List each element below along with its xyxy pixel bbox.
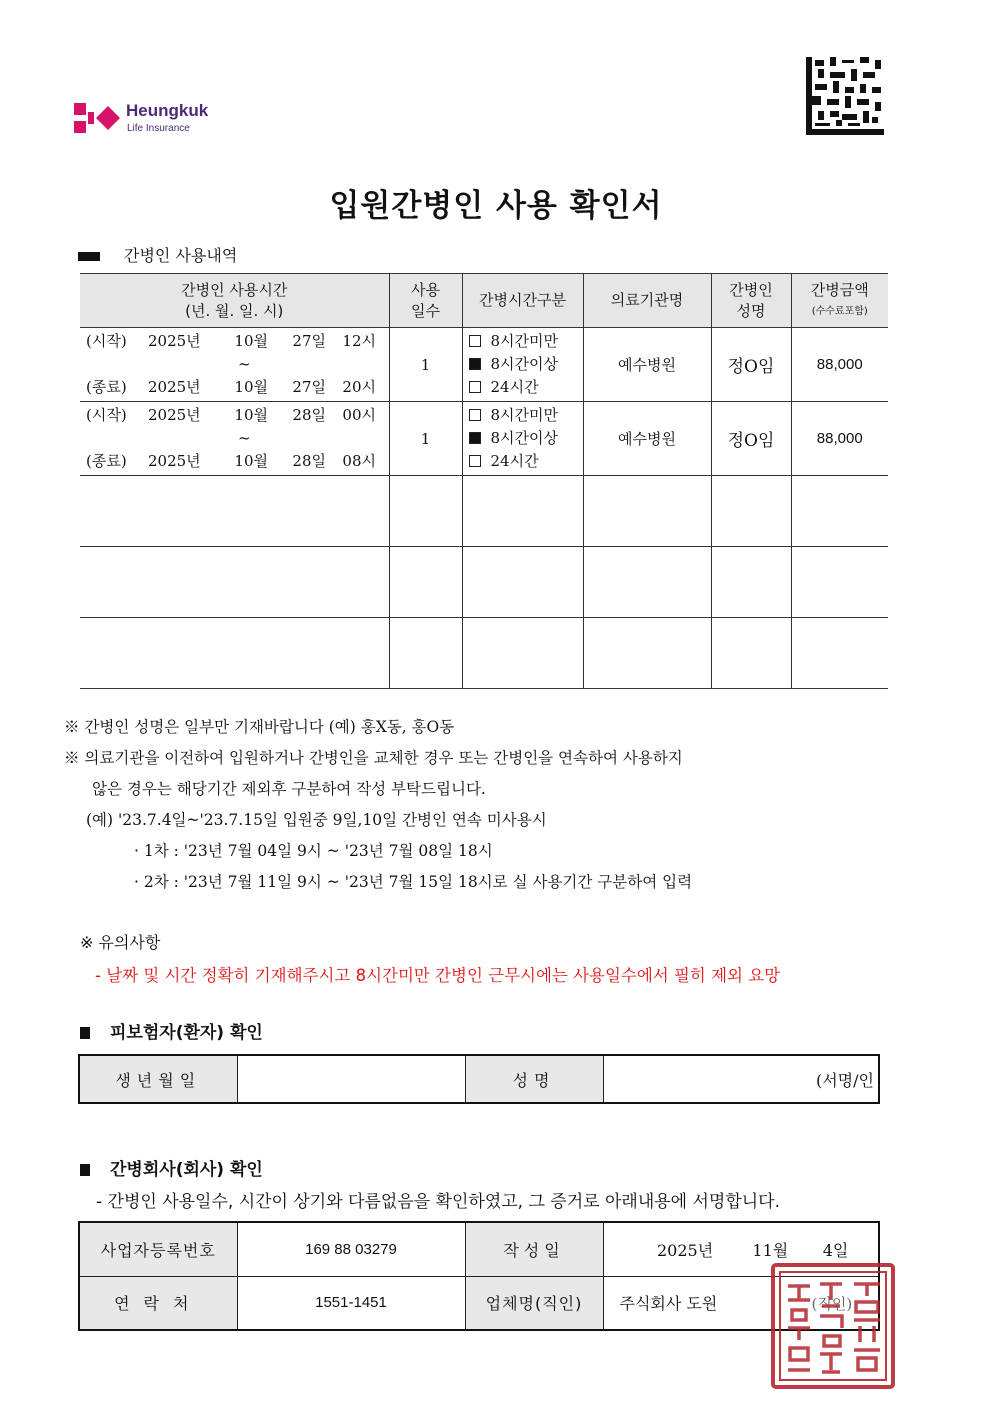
- time-type-option: 8시간미만: [469, 330, 583, 353]
- page-title: 입원간병인 사용 확인서: [329, 188, 663, 224]
- insured-confirm-table: [78, 1054, 880, 1104]
- hospital-cell: 예수병원: [583, 402, 711, 476]
- table-row-empty: [80, 476, 888, 547]
- checkbox-icon: [469, 409, 481, 421]
- seal-note: (직인): [811, 1294, 853, 1313]
- empty-cell[interactable]: [462, 547, 583, 618]
- usage-days-cell: 1: [389, 402, 462, 476]
- sign-note: (서명/인: [815, 1070, 874, 1090]
- table-row: [80, 402, 888, 476]
- insured-name-label: 성명: [465, 1055, 603, 1103]
- empty-cell[interactable]: [462, 476, 583, 547]
- date-year: 2025년: [656, 1240, 714, 1260]
- caution-heading: ※ 유의사항: [80, 933, 161, 952]
- section-marker-icon: [80, 1164, 90, 1176]
- empty-cell[interactable]: [389, 618, 462, 689]
- note-line: ※ 간병인 성명은 일부만 기재바랍니다 (예) 홍X동, 홍O동: [64, 718, 455, 736]
- empty-cell[interactable]: [711, 618, 791, 689]
- checkbox-icon: [469, 432, 481, 444]
- reg-number-value: 169 88 03279: [237, 1222, 465, 1276]
- time-type-option: 8시간이상: [469, 427, 583, 450]
- empty-cell[interactable]: [462, 618, 583, 689]
- usage-period-cell: (시작) 2025년 10월 27일 12시 ~ (종료) 2025년 10월 27일 20시: [80, 328, 389, 402]
- usage-days-cell: 1: [389, 328, 462, 402]
- col-amount-header: 간병금액 (수수료포함): [791, 274, 888, 328]
- checkbox-icon: [469, 381, 481, 393]
- time-type-option: 8시간미만: [469, 404, 583, 427]
- caregiver-usage-table: [80, 273, 888, 689]
- col-days-header: 사용 일수: [389, 274, 462, 328]
- date-day: 4일: [822, 1240, 849, 1260]
- col-caregiver-header: 간병인 성명: [711, 274, 791, 328]
- company-statement: - 간병인 사용일수, 시간이 상기와 다름없음을 확인하였고, 그 증거로 아래내용에 서명합니다.: [96, 1192, 780, 1212]
- empty-cell[interactable]: [711, 547, 791, 618]
- empty-cell[interactable]: [583, 618, 711, 689]
- birth-date-field[interactable]: [237, 1055, 465, 1103]
- contact-value: 1551-1451: [237, 1276, 465, 1330]
- insured-section-heading: 피보험자(환자) 확인: [80, 1018, 263, 1043]
- caregiver-name-cell: 정O임: [711, 402, 791, 476]
- written-date-label: 작성일: [465, 1222, 603, 1276]
- empty-cell[interactable]: [80, 476, 389, 547]
- col-period-header: 간병인 사용시간 (년. 월. 일. 시): [80, 274, 389, 328]
- empty-cell[interactable]: [389, 547, 462, 618]
- notes-block: [64, 712, 692, 898]
- time-type-option: 24시간: [469, 376, 583, 399]
- company-section-heading: 간병회사(회사) 확인: [80, 1155, 263, 1180]
- usage-period-cell: (시작) 2025년 10월 28일 00시 ~ (종료) 2025년 10월 28일 08시: [80, 402, 389, 476]
- amount-cell: 88,000: [791, 328, 888, 402]
- time-type-option: 8시간이상: [469, 353, 583, 376]
- note-line: · 2차 : '23년 7월 11일 9시 ~ '23년 7월 15일 18시로 실 사용기간 구분하여 입력: [134, 873, 693, 891]
- usage-section-heading: 간병인 사용내역: [78, 243, 237, 266]
- birth-date-label: 생년월일: [79, 1055, 237, 1103]
- heungkuk-logo-icon: [74, 102, 124, 134]
- logo-name: Heungkuk: [126, 101, 209, 120]
- checkbox-icon: [469, 335, 481, 347]
- date-month: 11월: [752, 1240, 789, 1260]
- time-type-cell: [462, 402, 583, 476]
- empty-cell[interactable]: [389, 476, 462, 547]
- contact-label: 연락처: [79, 1276, 237, 1330]
- time-type-option: 24시간: [469, 450, 583, 473]
- company-seal-stamp: [770, 1262, 896, 1390]
- firm-name: 주식회사 도원: [619, 1294, 718, 1314]
- table-row: [80, 328, 888, 402]
- hospital-cell: 예수병원: [583, 328, 711, 402]
- logo-subtitle: Life Insurance: [127, 123, 190, 134]
- empty-cell[interactable]: [791, 618, 888, 689]
- table-header-row: [80, 274, 888, 328]
- amount-cell: 88,000: [791, 402, 888, 476]
- insured-signature-field[interactable]: [603, 1055, 879, 1103]
- qr-code-icon: [806, 57, 884, 135]
- table-row-empty: [80, 547, 888, 618]
- table-row-empty: [80, 618, 888, 689]
- col-type-header: 간병시간구분: [462, 274, 583, 328]
- empty-cell[interactable]: [583, 547, 711, 618]
- checkbox-icon: [469, 358, 481, 370]
- reg-number-label: 사업자등록번호: [79, 1222, 237, 1276]
- note-line: 않은 경우는 해당기간 제외후 구분하여 작성 부탁드립니다.: [92, 780, 486, 798]
- empty-cell[interactable]: [711, 476, 791, 547]
- caregiver-name-cell: 정O임: [711, 328, 791, 402]
- empty-cell[interactable]: [583, 476, 711, 547]
- caution-text: - 날짜 및 시간 정확히 기재해주시고 8시간미만 간병인 근무시에는 사용일수에서 필히 제외 요망: [95, 966, 781, 985]
- col-hospital-header: 의료기관명: [583, 274, 711, 328]
- empty-cell[interactable]: [80, 618, 389, 689]
- empty-cell[interactable]: [791, 547, 888, 618]
- note-line: · 1차 : '23년 7월 04일 9시 ~ '23년 7월 08일 18시: [134, 842, 493, 860]
- firm-name-label: 업체명(직인): [465, 1276, 603, 1330]
- empty-cell[interactable]: [80, 547, 389, 618]
- time-type-cell: [462, 328, 583, 402]
- note-line: ※ 의료기관을 이전하여 입원하거나 간병인을 교체한 경우 또는 간병인을 연속하여 사용하지: [64, 749, 683, 767]
- section-marker-icon: [78, 252, 100, 261]
- company-confirm-table: [78, 1221, 880, 1331]
- section-marker-icon: [80, 1027, 90, 1039]
- empty-cell[interactable]: [791, 476, 888, 547]
- checkbox-icon: [469, 455, 481, 467]
- note-line: (예) '23.7.4일~'23.7.15일 입원중 9일,10일 간병인 연속 미사용시: [86, 811, 547, 829]
